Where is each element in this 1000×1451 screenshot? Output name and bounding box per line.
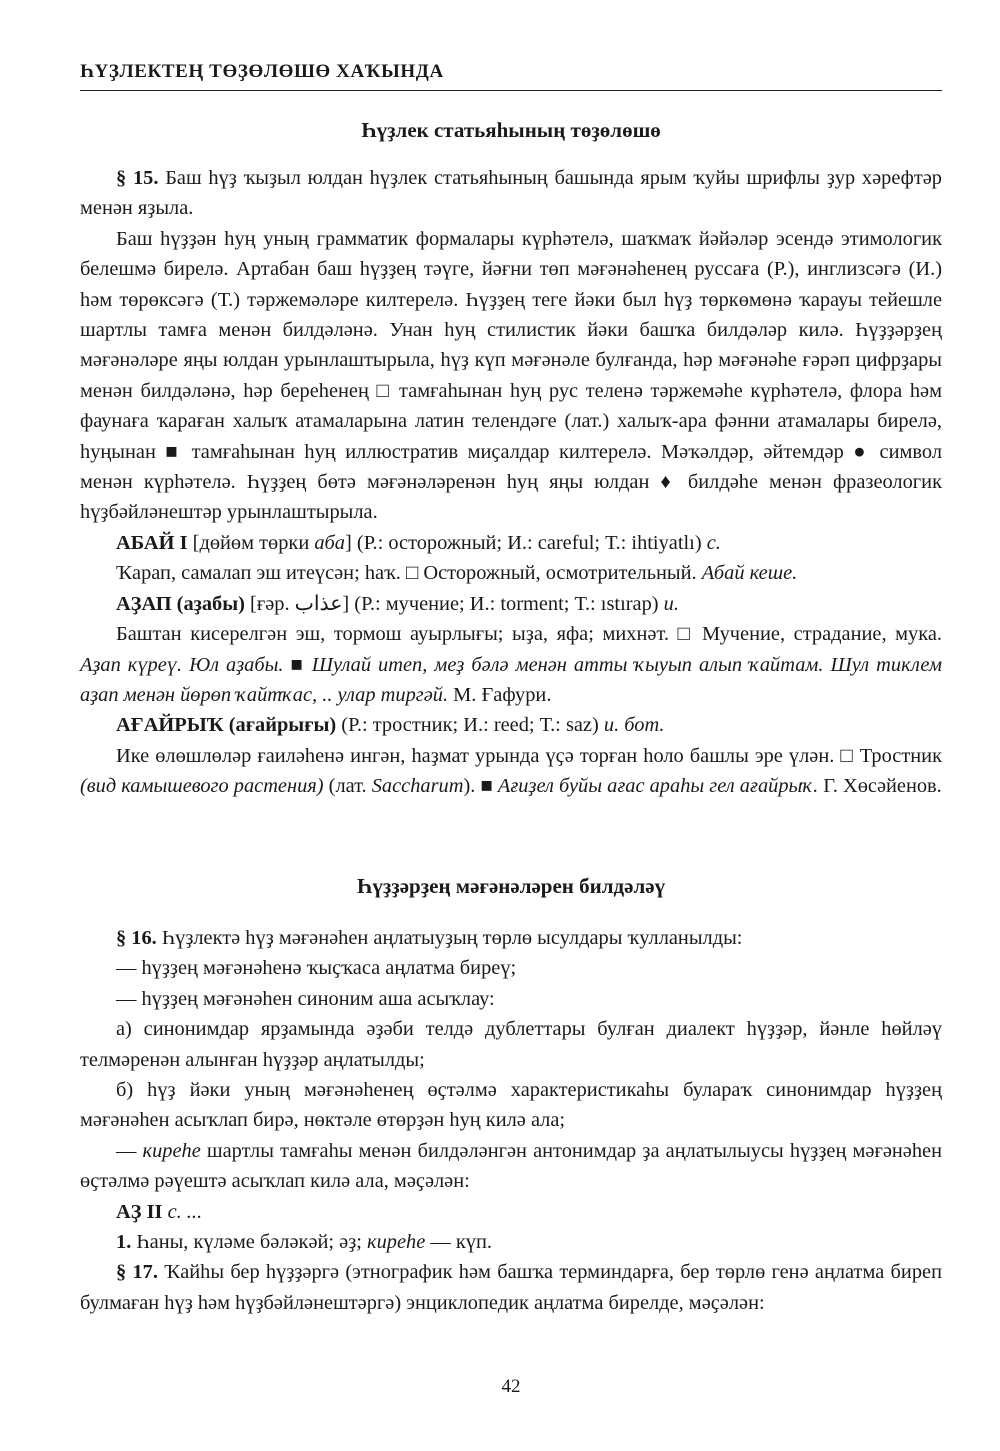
paragraph-number: § 15.	[116, 167, 159, 189]
paragraph-17	[80, 1257, 942, 1318]
entry-agairyk-definition	[80, 741, 942, 802]
entry-headword: АҘ II	[116, 1200, 163, 1223]
running-head: ҺҮҘЛЕКТЕҢ ТӨҘӨЛӨШӨ ХАҠЫНДА	[80, 61, 444, 82]
section-title-structure: Һүҙлек статьяһының төҙөлөшө	[361, 118, 661, 142]
entry-definition-note: (вид камышевого растения)	[80, 775, 324, 798]
entry-definition: Ике өлөшлөләр ғаиләһенә ингән, һаҙмат урында үҫә торған һоло башлы эре үлән. □ Тростник	[116, 744, 942, 767]
paragraph-text: Баш һүҙ ҡыҙыл юлдан һүҙлек статьяһының башында ярым ҡуйы шрифлы ҙур хәрефтәр менән яҙыла.	[80, 167, 943, 220]
entry-headword: АҒАЙРЫҠ (ағайрығы)	[116, 714, 337, 737]
entry-azap-definition	[80, 619, 942, 710]
header-rule	[80, 90, 942, 91]
paragraph-number: § 17.	[116, 1261, 158, 1284]
entry-latin-close: ). ■	[463, 775, 498, 798]
page-number: 42	[501, 1376, 521, 1397]
entry-headword: АБАЙ I	[116, 531, 188, 554]
entry-abai	[80, 528, 942, 558]
paragraph-structure-details: Баш һүҙҙән һуң уның грамматик формалары күрһәтелә, шаҡмаҡ йәйәләр эсендә этимологик белешмә бирелә. Артабан баш һүҙҙең тәүге, йәғни төп мәғәнәһенең руссаға (Р.), инглизсәгә (И.) һәм төрөксәгә (Т.) тәржемәләре килтерелә. Һүҙҙең теге йәки был һүҙ төркөмөнә ҡарауы тейешле шартлы тамға менән билдәләнә. Унан һуң стилистик йәки башҡа билдәләр килә. Һүҙҙәрҙең мәғәнәләре яңы юлдан урынлаштырыла, һүҙ күп мәғәнәле булғанда, һәр мәғәнәһе ғәрәп цифрҙары менән билдәләнә, һәр береһенең □ тамғаһынан һуң рус теленә тәржемәһе күрһәтелә, флора һәм фаунаға ҡараған халыҡ атамаларына латин телендәге (лат.) халыҡ-ара фәнни атамалары бирелә, һуңынан ■ тамғаһынан һуң иллюстратив миҫалдар килтерелә. Мәҡәлдәр, әйтемдәр ● символ менән күрһәтелә. Һүҙҙең бөтә мәғәнәләренән һуң яңы юлдан ♦ билдәһе менән фразеологик һүҙбәйләнештәр урынлаштырыла.	[80, 227, 942, 524]
entry-etymology-end: ] (Р.: осторожный; И.: careful; Т.: ihtiyatlı)	[345, 531, 707, 554]
entry-example: Абай кеше.	[701, 562, 798, 585]
entry-pos: с. ...	[162, 1200, 203, 1223]
entry-example: Ағиҙел буйы ағас араһы гел ағайрыҡ.	[497, 775, 819, 798]
meaning-text: Һаны, күләме бәләкәй; әҙ;	[131, 1231, 368, 1254]
entry-pos: и. бот.	[603, 714, 665, 737]
list-dash: —	[116, 1139, 143, 1162]
entry-pos: и.	[663, 592, 679, 615]
entry-agairyk	[80, 710, 942, 740]
paragraph-text: Һүҙлектә һүҙ мәғәнәһен аңлатыуҙың төрлө ысулдары ҡулланылды:	[156, 927, 743, 949]
entry-source: Г. Хөсәйенов.	[818, 775, 942, 798]
entry-definition: Баштан кисерелгән эш, тормош ауырлығы; ыҙа, яфа; михнәт. □ Мучение, страдание, мука.	[116, 623, 942, 646]
section-structure-body	[80, 163, 942, 802]
entry-pos: с.	[706, 531, 721, 554]
antonym-word: — күп.	[425, 1231, 492, 1254]
list-item: — һүҙҙең мәғәнәһен синоним аша асыҡлау:	[116, 987, 495, 1010]
entry-example: Аҙап күреү. Юл аҙабы.	[80, 653, 284, 676]
entry-etymology-word: аба	[314, 531, 346, 554]
paragraph-16	[80, 923, 942, 953]
meaning-number: 1.	[116, 1231, 132, 1254]
example-meaning	[80, 1227, 942, 1257]
entry-definition: Ҡарап, самалап эш итеүсән; һаҡ. □ Осторожный, осмотрительный.	[116, 562, 702, 585]
entry-azap	[80, 589, 942, 619]
list-item-antonyms	[80, 1136, 942, 1197]
list-item-a: а) синонимдар ярҙамында әҙәби телдә дублеттары булған диалект һүҙҙәр, йәнле һөйләү телмәренән алынған һүҙҙәр аңлатылды;	[80, 1018, 942, 1071]
list-item-text: шартлы тамғаһы менән билдәләнгән антонимдар ҙа аңлатылыусы һүҙҙең мәғәнәһен өҫтәлмә рәүештә асыҡлап килә ала, мәҫәлән:	[80, 1139, 942, 1193]
entry-latin-name: Saccharum	[371, 775, 464, 798]
list-item: — һүҙҙең мәғәнәһенә ҡыҫҡаса аңлатма биреү;	[116, 957, 517, 980]
example-entry	[80, 1197, 942, 1227]
entry-headword: АҘАП (аҙабы)	[116, 592, 245, 615]
entry-etymology: [дөйөм төрки	[187, 531, 315, 554]
section-title-meanings: Һүҙҙәрҙең мәғәнәләрен билдәләү	[356, 874, 666, 898]
section-meanings-body	[80, 923, 942, 1318]
illustration-marker: ■	[283, 653, 312, 676]
entry-source: М. Ғафури.	[448, 683, 552, 706]
paragraph-15	[80, 163, 942, 224]
entry-etymology: [ғәр. عذاب] (Р.: мучение; И.: torment; Т.: ıstırap)	[244, 592, 664, 615]
entry-abai-definition	[80, 558, 942, 588]
antonym-marker: киреһе	[142, 1139, 201, 1162]
entry-example-quote: Шулай итеп, меҙ бәлә менән атты ҡыуып алып ҡайтам. Шул тиклем аҙап менән йөрөп ҡайтҡас, .. улар тиргәй.	[80, 653, 942, 706]
paragraph-text: Ҡайһы бер һүҙҙәргә (этнографик һәм башҡа терминдарға, бер төрлө генә аңлатма биреп булмаған һүҙ һәм һүҙбәйләнештәргә) энциклопедик аңлатма бирелде, мәҫәлән:	[80, 1261, 942, 1314]
entry-etymology: (Р.: тростник; И.: reed; Т.: saz)	[336, 714, 604, 737]
antonym-marker: киреһе	[367, 1231, 426, 1254]
paragraph-number: § 16.	[116, 927, 157, 949]
entry-latin-open: (лат.	[323, 775, 372, 798]
list-item-b: б) һүҙ йәки уның мәғәнәһенең өҫтәлмә характеристикаһы булараҡ синонимдар һүҙҙең мәғәнәһен асыҡлап бирә, нөктәле өтөрҙән һуң килә ала;	[80, 1079, 942, 1132]
